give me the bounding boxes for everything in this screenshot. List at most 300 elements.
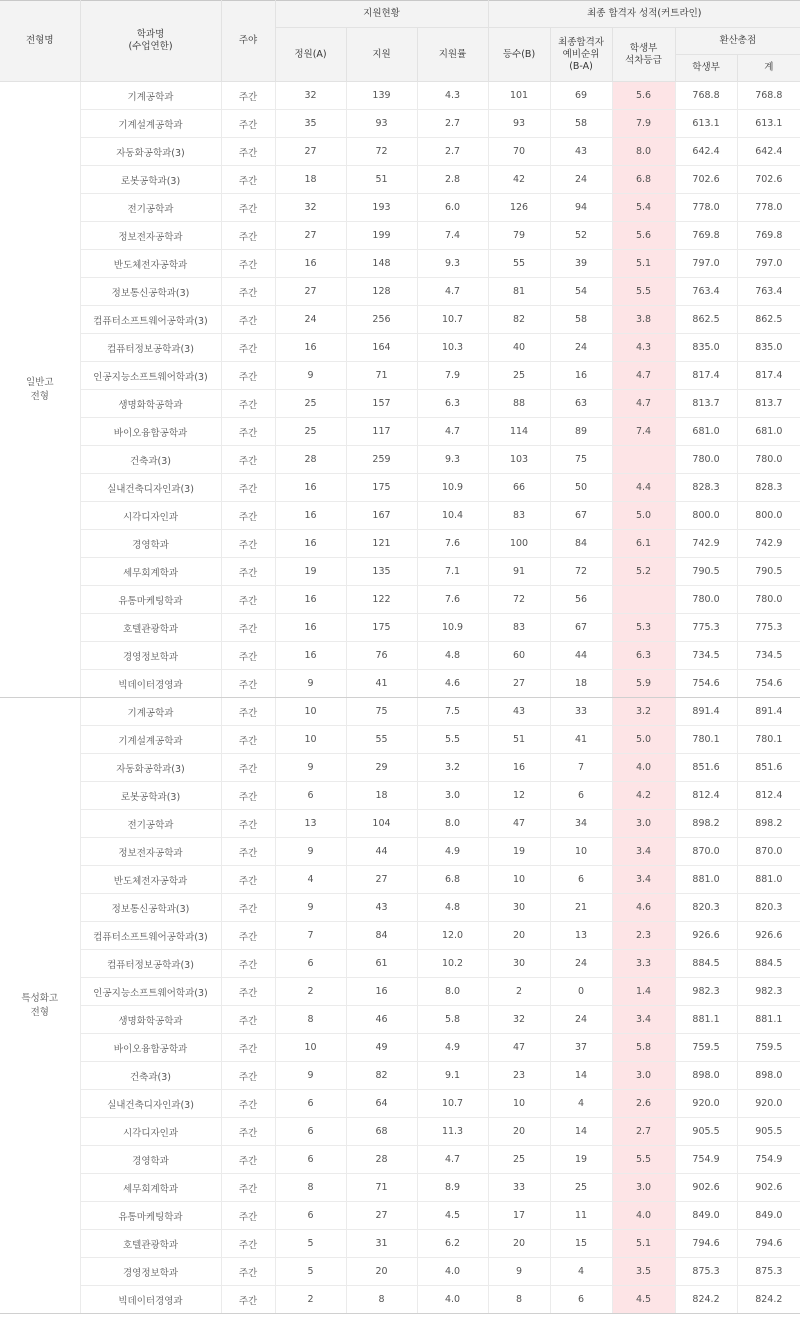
cell-shift: 주간 [221,194,275,222]
header-quota: 정원(A) [275,28,346,82]
table-row [0,334,800,362]
cell-applicants: 199 [346,222,417,250]
cell-waitlist: 39 [550,250,612,278]
cell-rank: 100 [488,530,550,558]
cell-quota: 2 [275,1286,346,1314]
cell-quota: 9 [275,362,346,390]
cell-waitlist: 6 [550,1286,612,1314]
cell-waitlist: 15 [550,1230,612,1258]
cell-waitlist: 52 [550,222,612,250]
cell-applicants: 117 [346,418,417,446]
cell-grade: 3.8 [612,306,675,334]
cell-waitlist: 4 [550,1258,612,1286]
cell-ratio: 10.7 [417,1090,488,1118]
cell-record-score: 828.3 [675,474,737,502]
cell-grade: 4.7 [612,362,675,390]
cell-waitlist: 16 [550,362,612,390]
cell-grade: 4.3 [612,334,675,362]
table-row [0,1258,800,1286]
table-row [0,894,800,922]
cell-ratio: 12.0 [417,922,488,950]
cell-waitlist: 0 [550,978,612,1006]
cell-waitlist: 11 [550,1202,612,1230]
cell-quota: 9 [275,894,346,922]
cell-shift: 주간 [221,362,275,390]
cell-dept: 정보통신공학과(3) [80,278,221,306]
cell-ratio: 4.8 [417,642,488,670]
cell-dept: 빅데이터경영과 [80,670,221,698]
cell-quota: 6 [275,782,346,810]
cell-applicants: 93 [346,110,417,138]
cell-record-score: 820.3 [675,894,737,922]
cell-dept: 호텔관광학과 [80,1230,221,1258]
cell-grade: 3.0 [612,1174,675,1202]
cell-shift: 주간 [221,866,275,894]
cell-waitlist: 21 [550,894,612,922]
cell-total: 778.0 [737,194,800,222]
cell-applicants: 256 [346,306,417,334]
cell-quota: 6 [275,1090,346,1118]
table-row [0,1286,800,1314]
cell-grade: 3.3 [612,950,675,978]
cell-rank: 20 [488,1118,550,1146]
table-row [0,810,800,838]
cell-ratio: 7.4 [417,222,488,250]
cell-applicants: 55 [346,726,417,754]
cell-rank: 10 [488,1090,550,1118]
cell-ratio: 10.2 [417,950,488,978]
cell-total: 884.5 [737,950,800,978]
cell-dept: 컴퓨터소프트웨어공학과(3) [80,922,221,950]
cell-dept: 전기공학과 [80,194,221,222]
cell-grade: 4.4 [612,474,675,502]
table-row [0,502,800,530]
cell-ratio: 6.8 [417,866,488,894]
cell-record-score: 768.8 [675,82,737,110]
cell-ratio: 4.5 [417,1202,488,1230]
header-dept: 학과명 (수업연한) [80,1,221,82]
table-row [0,446,800,474]
cell-grade: 3.4 [612,1006,675,1034]
cell-shift: 주간 [221,222,275,250]
cell-shift: 주간 [221,1006,275,1034]
cell-quota: 9 [275,1062,346,1090]
cell-waitlist: 63 [550,390,612,418]
cell-dept: 기계설계공학과 [80,110,221,138]
cell-grade: 1.4 [612,978,675,1006]
cell-waitlist: 24 [550,950,612,978]
cell-ratio: 6.3 [417,390,488,418]
cell-waitlist: 19 [550,1146,612,1174]
cell-quota: 32 [275,82,346,110]
cell-grade: 4.6 [612,894,675,922]
cell-grade: 5.1 [612,1230,675,1258]
table-row [0,978,800,1006]
table-body [0,82,800,1314]
cell-rank: 70 [488,138,550,166]
table-row [0,1062,800,1090]
cell-record-score: 797.0 [675,250,737,278]
cell-grade: 7.4 [612,418,675,446]
cell-record-score: 790.5 [675,558,737,586]
cell-ratio: 3.0 [417,782,488,810]
cell-rank: 20 [488,922,550,950]
cell-quota: 35 [275,110,346,138]
cell-ratio: 10.9 [417,474,488,502]
cell-shift: 주간 [221,642,275,670]
cell-dept: 경영정보학과 [80,642,221,670]
cell-dept: 생명화학공학과 [80,1006,221,1034]
cell-dept: 기계공학과 [80,82,221,110]
cell-record-score: 926.6 [675,922,737,950]
cell-waitlist: 89 [550,418,612,446]
cell-rank: 12 [488,782,550,810]
cell-waitlist: 69 [550,82,612,110]
cell-applicants: 49 [346,1034,417,1062]
cell-rank: 79 [488,222,550,250]
cell-waitlist: 18 [550,670,612,698]
table-row [0,138,800,166]
cell-shift: 주간 [221,1034,275,1062]
cell-dept: 유통마케팅학과 [80,1202,221,1230]
cell-dept: 컴퓨터정보공학과(3) [80,334,221,362]
cell-ratio: 3.2 [417,754,488,782]
cell-ratio: 10.3 [417,334,488,362]
cell-shift: 주간 [221,670,275,698]
cell-quota: 5 [275,1258,346,1286]
cell-total: 642.4 [737,138,800,166]
cell-quota: 28 [275,446,346,474]
cell-waitlist: 25 [550,1174,612,1202]
cell-record-score: 881.1 [675,1006,737,1034]
cell-applicants: 46 [346,1006,417,1034]
cell-shift: 주간 [221,138,275,166]
cell-total: 613.1 [737,110,800,138]
cell-total: 702.6 [737,166,800,194]
cell-applicants: 139 [346,82,417,110]
cell-dept: 기계설계공학과 [80,726,221,754]
cell-ratio: 4.0 [417,1286,488,1314]
table-row [0,586,800,614]
table-row [0,866,800,894]
table-row [0,1118,800,1146]
cell-total: 920.0 [737,1090,800,1118]
cell-ratio: 2.7 [417,110,488,138]
cell-quota: 27 [275,222,346,250]
cell-total: 849.0 [737,1202,800,1230]
cell-record-score: 780.1 [675,726,737,754]
cell-shift: 주간 [221,1090,275,1118]
cell-shift: 주간 [221,922,275,950]
cell-grade: 5.3 [612,614,675,642]
cell-shift: 주간 [221,810,275,838]
cell-applicants: 64 [346,1090,417,1118]
cell-rank: 60 [488,642,550,670]
cell-ratio: 11.3 [417,1118,488,1146]
table-row [0,166,800,194]
cell-rank: 66 [488,474,550,502]
cell-dept: 로봇공학과(3) [80,166,221,194]
cell-ratio: 10.9 [417,614,488,642]
cell-rank: 43 [488,698,550,726]
cell-ratio: 5.8 [417,1006,488,1034]
cell-shift: 주간 [221,586,275,614]
cell-applicants: 175 [346,614,417,642]
header-record-score: 학생부 [675,55,737,82]
cell-dept: 세무회계학과 [80,1174,221,1202]
cell-record-score: 800.0 [675,502,737,530]
cell-total: 780.0 [737,446,800,474]
cell-ratio: 6.0 [417,194,488,222]
cell-ratio: 7.6 [417,530,488,558]
cell-rank: 81 [488,278,550,306]
cell-record-score: 849.0 [675,1202,737,1230]
cell-total: 862.5 [737,306,800,334]
cell-waitlist: 14 [550,1118,612,1146]
cell-shift: 주간 [221,1258,275,1286]
table-row [0,1174,800,1202]
cell-dept: 자동화공학과(3) [80,138,221,166]
cell-total: 780.1 [737,726,800,754]
cell-grade: 4.0 [612,1202,675,1230]
cell-waitlist: 34 [550,810,612,838]
cell-dept: 정보통신공학과(3) [80,894,221,922]
cell-record-score: 813.7 [675,390,737,418]
cell-grade [612,446,675,474]
cell-quota: 9 [275,670,346,698]
cell-dept: 세무회계학과 [80,558,221,586]
cell-ratio: 8.9 [417,1174,488,1202]
header-shift: 주야 [221,1,275,82]
cell-applicants: 148 [346,250,417,278]
cell-rank: 72 [488,586,550,614]
cell-grade: 2.6 [612,1090,675,1118]
cell-waitlist: 58 [550,306,612,334]
cell-applicants: 128 [346,278,417,306]
cell-rank: 93 [488,110,550,138]
cell-total: 775.3 [737,614,800,642]
cell-applicants: 193 [346,194,417,222]
table-row [0,1202,800,1230]
cell-waitlist: 72 [550,558,612,586]
cell-ratio: 9.1 [417,1062,488,1090]
cell-quota: 10 [275,726,346,754]
cell-waitlist: 6 [550,866,612,894]
cell-ratio: 2.7 [417,138,488,166]
cell-grade: 5.8 [612,1034,675,1062]
cell-rank: 27 [488,670,550,698]
cell-dept: 컴퓨터정보공학과(3) [80,950,221,978]
cell-record-score: 862.5 [675,306,737,334]
cell-dept: 호텔관광학과 [80,614,221,642]
cell-ratio: 4.6 [417,670,488,698]
table-row [0,558,800,586]
cell-total: 875.3 [737,1258,800,1286]
cell-ratio: 10.4 [417,502,488,530]
table-row [0,194,800,222]
cell-grade: 3.2 [612,698,675,726]
cell-ratio: 7.9 [417,362,488,390]
cell-applicants: 8 [346,1286,417,1314]
cell-grade: 6.8 [612,166,675,194]
cell-quota: 16 [275,474,346,502]
cell-applicants: 44 [346,838,417,866]
cell-waitlist: 24 [550,1006,612,1034]
cell-waitlist: 13 [550,922,612,950]
table-row [0,306,800,334]
cell-rank: 8 [488,1286,550,1314]
cell-dept: 실내건축디자인과(3) [80,1090,221,1118]
cell-quota: 6 [275,950,346,978]
table-row [0,362,800,390]
header-score-group: 환산총점 [675,28,800,55]
cell-shift: 주간 [221,1174,275,1202]
cell-record-score: 881.0 [675,866,737,894]
cell-applicants: 135 [346,558,417,586]
cell-waitlist: 6 [550,782,612,810]
cell-dept: 건축과(3) [80,1062,221,1090]
cell-ratio: 2.8 [417,166,488,194]
cell-grade: 3.0 [612,1062,675,1090]
cell-quota: 25 [275,390,346,418]
cell-applicants: 104 [346,810,417,838]
table-row [0,614,800,642]
cell-quota: 10 [275,1034,346,1062]
cell-record-score: 902.6 [675,1174,737,1202]
cell-total: 926.6 [737,922,800,950]
cell-rank: 101 [488,82,550,110]
group-name-cell: 일반고 전형 [0,82,80,698]
cell-rank: 91 [488,558,550,586]
cell-quota: 13 [275,810,346,838]
cell-quota: 16 [275,502,346,530]
cell-record-score: 734.5 [675,642,737,670]
cell-record-score: 898.0 [675,1062,737,1090]
table-row [0,698,800,726]
cell-ratio: 4.9 [417,838,488,866]
cell-applicants: 31 [346,1230,417,1258]
cell-total: 898.0 [737,1062,800,1090]
cell-ratio: 4.0 [417,1258,488,1286]
cell-record-score: 642.4 [675,138,737,166]
cell-total: 681.0 [737,418,800,446]
cell-shift: 주간 [221,614,275,642]
cell-record-score: 681.0 [675,418,737,446]
header-waitlist: 최종합격자 예비순위 (B-A) [550,28,612,82]
cell-rank: 2 [488,978,550,1006]
cell-ratio: 4.7 [417,1146,488,1174]
cell-rank: 19 [488,838,550,866]
cell-total: 881.0 [737,866,800,894]
table-row [0,1230,800,1258]
cell-total: 768.8 [737,82,800,110]
cell-applicants: 20 [346,1258,417,1286]
cell-rank: 47 [488,1034,550,1062]
cell-shift: 주간 [221,82,275,110]
cell-dept: 시각디자인과 [80,502,221,530]
table-row [0,390,800,418]
cell-waitlist: 24 [550,334,612,362]
cell-waitlist: 43 [550,138,612,166]
cell-waitlist: 14 [550,1062,612,1090]
cell-record-score: 817.4 [675,362,737,390]
cell-waitlist: 4 [550,1090,612,1118]
cell-record-score: 754.9 [675,1146,737,1174]
cell-grade: 5.5 [612,1146,675,1174]
cell-applicants: 29 [346,754,417,782]
cell-total: 817.4 [737,362,800,390]
cell-applicants: 43 [346,894,417,922]
cell-total: 828.3 [737,474,800,502]
cell-record-score: 905.5 [675,1118,737,1146]
cell-rank: 9 [488,1258,550,1286]
cell-applicants: 71 [346,1174,417,1202]
table-row [0,110,800,138]
cell-total: 812.4 [737,782,800,810]
cell-quota: 16 [275,642,346,670]
cell-shift: 주간 [221,978,275,1006]
cell-grade: 3.4 [612,866,675,894]
cell-rank: 40 [488,334,550,362]
cell-waitlist: 56 [550,586,612,614]
table-row [0,418,800,446]
cell-ratio: 8.0 [417,810,488,838]
cell-waitlist: 37 [550,1034,612,1062]
cell-total: 763.4 [737,278,800,306]
cell-applicants: 164 [346,334,417,362]
header-total: 계 [737,55,800,82]
cell-shift: 주간 [221,1062,275,1090]
cell-quota: 18 [275,166,346,194]
cell-ratio: 7.5 [417,698,488,726]
cell-rank: 20 [488,1230,550,1258]
cell-shift: 주간 [221,950,275,978]
cell-waitlist: 84 [550,530,612,558]
cell-rank: 82 [488,306,550,334]
cell-shift: 주간 [221,1118,275,1146]
cell-ratio: 4.7 [417,278,488,306]
cell-shift: 주간 [221,1146,275,1174]
cell-quota: 9 [275,754,346,782]
header-rank: 등수(B) [488,28,550,82]
cell-total: 881.1 [737,1006,800,1034]
cell-dept: 경영정보학과 [80,1258,221,1286]
table-row [0,250,800,278]
cell-applicants: 41 [346,670,417,698]
cell-shift: 주간 [221,166,275,194]
cell-rank: 25 [488,1146,550,1174]
cell-quota: 8 [275,1174,346,1202]
cell-grade: 5.2 [612,558,675,586]
cell-total: 797.0 [737,250,800,278]
cell-ratio: 6.2 [417,1230,488,1258]
cell-grade: 5.5 [612,278,675,306]
cell-record-score: 759.5 [675,1034,737,1062]
cell-waitlist: 54 [550,278,612,306]
cell-applicants: 16 [346,978,417,1006]
cell-quota: 4 [275,866,346,894]
cell-grade: 6.1 [612,530,675,558]
table-row [0,474,800,502]
cell-record-score: 775.3 [675,614,737,642]
cell-total: 754.9 [737,1146,800,1174]
cell-quota: 5 [275,1230,346,1258]
cell-waitlist: 33 [550,698,612,726]
cell-record-score: 851.6 [675,754,737,782]
cell-grade: 2.7 [612,1118,675,1146]
table-row [0,1006,800,1034]
cell-quota: 8 [275,1006,346,1034]
